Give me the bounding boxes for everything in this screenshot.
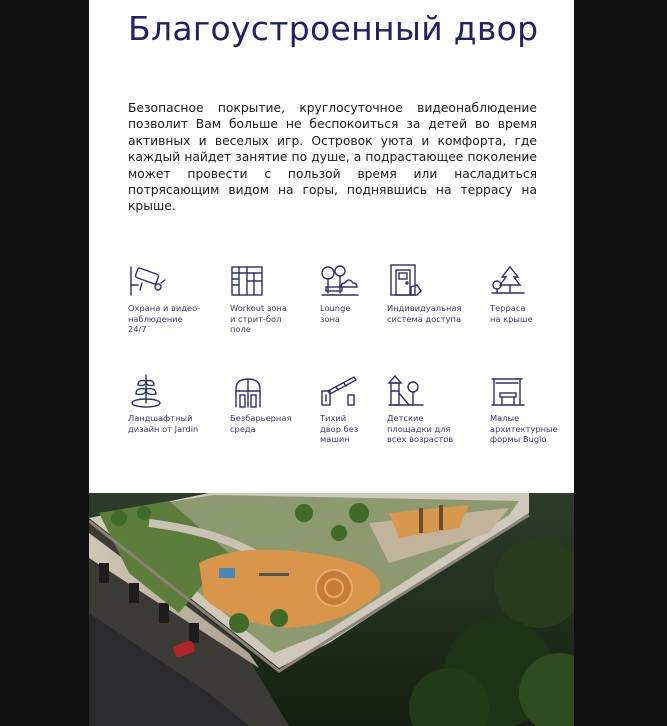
feature-label: Безбарьерная среда <box>230 413 292 434</box>
pavilion-icon <box>490 373 530 409</box>
landscape-plant-icon <box>128 373 168 409</box>
brochure-page <box>89 0 574 726</box>
barrier-free-icon <box>230 373 270 409</box>
feature-label: Ландшафтный дизайн от Jardin <box>128 413 199 434</box>
rooftop-aerial-image <box>89 493 574 726</box>
feature-landscape <box>128 373 218 434</box>
feature-label: Индивидуальная система доступа <box>387 303 462 324</box>
feature-label: Терраса на крыше <box>490 303 533 324</box>
description-paragraph: Безопасное покрытие, круглосуточное видеонаблюдение позволит Вам больше не беспокоиться за детей во время активных и веселых игр. Островок уюта и комфорта, где каждый найдет занятие по душе, а подрастающее поколение может провести с пользой время или насладиться потрясающим видом на горы, поднявшись на террасу на крыше. <box>128 101 537 214</box>
parking-barrier-icon <box>320 373 360 409</box>
access-door-icon <box>387 263 427 299</box>
workout-bars-icon <box>230 263 270 299</box>
feature-label: Тихий двор без машин <box>320 413 359 445</box>
feature-label: Детские площадки для всех возрастов <box>387 413 454 445</box>
feature-barrier-free <box>230 373 320 434</box>
feature-workout <box>230 263 320 335</box>
feature-playground <box>387 373 477 445</box>
feature-label: Lounge зона <box>320 303 351 324</box>
page-title: Благоустроенный двор <box>128 9 539 48</box>
feature-small-forms <box>490 373 574 445</box>
feature-label: Workout зона и стрит-бол поле <box>230 303 287 335</box>
feature-label: Малые архитектурные формы Buglo <box>490 413 558 445</box>
rooftop-tree-icon <box>490 263 530 299</box>
feature-label: Охрана и видео- наблюдение 24/7 <box>128 303 201 335</box>
feature-terrace <box>490 263 574 324</box>
cctv-camera-icon <box>128 263 168 299</box>
feature-access <box>387 263 477 324</box>
lounge-trees-icon <box>320 263 360 299</box>
feature-security <box>128 263 218 335</box>
playground-icon <box>387 373 427 409</box>
